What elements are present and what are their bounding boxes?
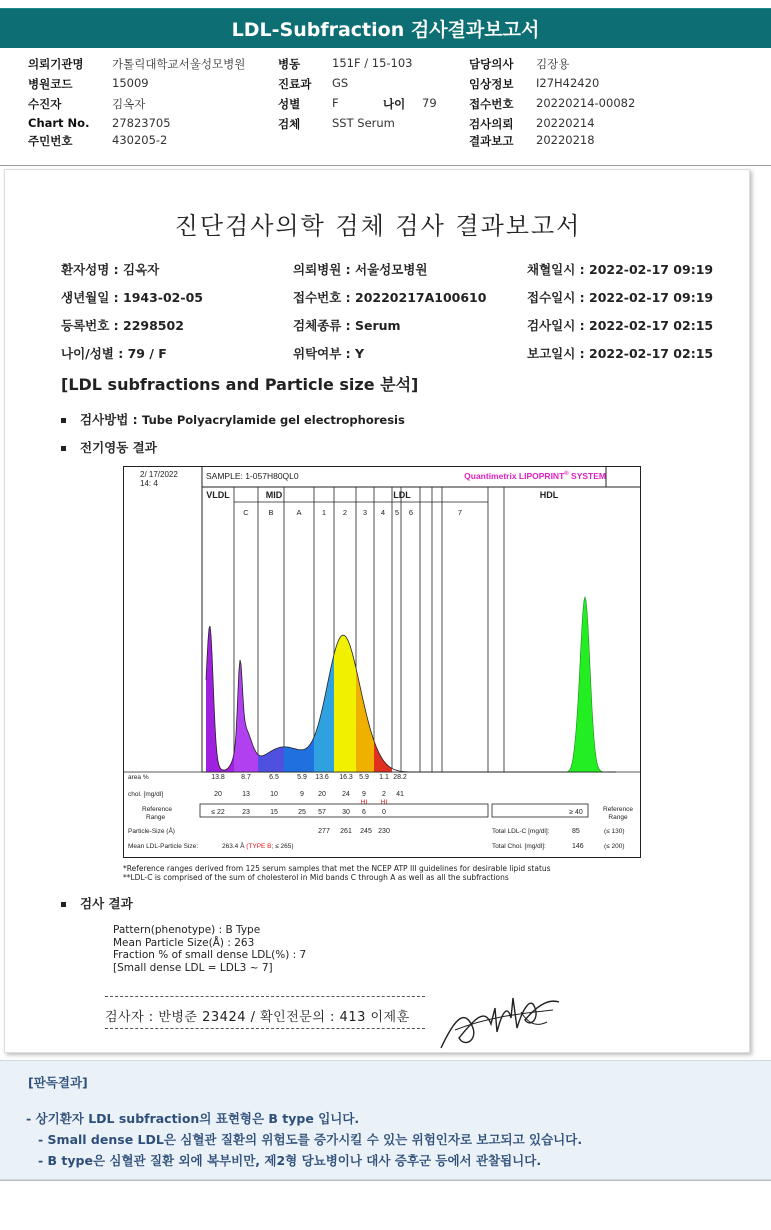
signature-text: 검사자 : 반병준 23424 / 확인전문의 : 413 이제훈: [105, 1010, 410, 1025]
particle-size-value: 277: [318, 828, 330, 835]
judgement-line-3: - B type은 심혈관 질환 외에 복부비만, 제2형 당뇨병이나 대사 증후군 등에서 관찰됩니다.: [38, 1153, 542, 1168]
chol-value: 41: [396, 791, 404, 798]
particle-size-value: 245: [360, 828, 372, 835]
chol-value: 9: [300, 791, 304, 798]
area-pct-value: 13.8: [211, 774, 225, 781]
header-label: 검사의뢰: [469, 117, 514, 131]
paper-title: 진단검사의학 검체 검사 결과보고서: [174, 212, 582, 240]
total-ldl-value: 85: [572, 828, 580, 835]
header-label: 의뢰기관명: [28, 57, 84, 71]
row-label-ref-2: Range: [146, 814, 166, 821]
electro-label: 전기영동 결과: [80, 440, 157, 455]
chol-value: 20: [214, 791, 222, 798]
density-band-area: [314, 654, 334, 772]
header-value: 15009: [112, 76, 149, 90]
header-value: GS: [332, 76, 349, 90]
header-age-value: 79: [422, 96, 437, 110]
chart-svg: [124, 467, 640, 857]
header-label: 주민번호: [28, 134, 73, 148]
header-value: F: [332, 96, 339, 110]
result-pattern: Pattern(phenotype) : B Type: [113, 924, 261, 936]
ref-range-value: 0: [382, 809, 386, 816]
report-paper: [4, 169, 750, 1053]
chol-value: 13: [242, 791, 250, 798]
report-title-bar: [0, 8, 771, 48]
area-pct-value: 5.9: [359, 774, 369, 781]
result-block: [113, 924, 306, 974]
header-value: 가톨릭대학교서울성모병원: [112, 57, 246, 71]
band-label: B: [268, 508, 274, 517]
area-pct-value: 1.1: [379, 774, 389, 781]
ref-range-value: 25: [298, 809, 306, 816]
ref-range-value: 23: [242, 809, 250, 816]
chol-value: 2: [382, 791, 386, 798]
result-row: [61, 894, 133, 912]
method-row: [61, 410, 405, 428]
total-ldl-label: Total LDL-C [mg/dl]:: [492, 828, 550, 835]
header-value: 20220214-00082: [536, 96, 636, 110]
chol-value: 9: [362, 791, 366, 798]
chol-value: 10: [270, 791, 278, 798]
particle-size-value: 261: [340, 828, 352, 835]
info-accession: 접수번호 : 20220217A100610: [293, 290, 487, 305]
info-report-time: 보고일시 : 2022-02-17 02:15: [527, 346, 714, 361]
bullet-icon: [61, 418, 66, 423]
total-chol-value: 146: [572, 843, 584, 850]
area-pct-value: 5.9: [297, 774, 307, 781]
mean-size-text: 263.4 Å (TYPE B; ≤ 265): [222, 843, 294, 850]
section-heading: [LDL subfractions and Particle size 분석]: [61, 375, 419, 394]
area-pct-value: 13.6: [315, 774, 329, 781]
header-value: SST Serum: [332, 116, 395, 130]
band-label: 5: [394, 508, 400, 517]
header-label: 수진자: [28, 97, 62, 111]
density-band-area: [374, 741, 392, 772]
band-label: 4: [380, 508, 386, 517]
header-label: 병원코드: [28, 77, 73, 91]
signature-rule-bottom: [105, 1028, 425, 1029]
header-value: 430205-2: [112, 133, 168, 147]
header-label: 진료과: [278, 77, 312, 91]
band-label: 6: [408, 508, 414, 517]
header-value: 151F / 15-103: [332, 56, 413, 70]
header-label: 결과보고: [469, 134, 514, 148]
header-value: 김장용: [536, 57, 570, 71]
result-note: [Small dense LDL = LDL3 ~ 7]: [113, 961, 273, 974]
chol-value: 20: [318, 791, 326, 798]
row-label-area: area %: [128, 774, 149, 781]
header-label: 접수번호: [469, 97, 514, 111]
row-label-mean: Mean LDL-Particle Size:: [128, 843, 199, 850]
judgement-line-2: - Small dense LDL은 심혈관 질환의 위험도를 증가시킬 수 있는 위험인자로 보고되고 있습니다.: [38, 1132, 583, 1147]
bottom-divider: [0, 1180, 771, 1181]
header-value: 20220214: [536, 116, 595, 130]
info-consign: 위탁여부 : Y: [293, 346, 365, 361]
info-name: 환자성명 : 김옥자: [61, 262, 160, 277]
ref-range-value: ≥ 40: [569, 809, 583, 816]
total-ldl-ref: (≤ 130): [604, 828, 625, 835]
judgement-title: [판독결과]: [28, 1075, 88, 1090]
header-label: 병동: [278, 57, 301, 71]
group-label: HDL: [539, 490, 559, 500]
signature-rule-top: [105, 996, 425, 997]
hi-flag: HI: [380, 799, 388, 806]
header-divider: [0, 165, 771, 166]
signature-image: [435, 988, 565, 1054]
result-label: 검사 결과: [80, 896, 133, 911]
header-label: 임상정보: [469, 77, 514, 91]
density-band-area: [234, 660, 258, 772]
header-value: 27823705: [112, 116, 171, 130]
area-pct-value: 28.2: [393, 774, 407, 781]
header-label: 성별: [278, 97, 301, 111]
total-chol-label: Total Chol. [mg/dl]:: [492, 843, 546, 850]
chart-time: 14: 4: [140, 479, 158, 488]
density-band-area: [356, 668, 374, 772]
footnote-1: *Reference ranges derived from 125 serum samples that met the NCEP ATP III guidelines for desirable lipid status: [123, 864, 551, 873]
info-age-sex: 나이/성별 : 79 / F: [61, 346, 167, 361]
judgement-line-1: - 상기환자 LDL subfraction의 표현형은 B type 입니다.: [26, 1111, 360, 1126]
density-band-area: [284, 737, 314, 772]
method-label: 검사방법 :: [80, 412, 143, 427]
density-band-area: [258, 747, 284, 772]
band-label: 2: [342, 508, 348, 517]
bullet-icon: [61, 902, 66, 907]
chart-date: 2/ 17/2022: [140, 470, 178, 479]
method-value: Tube Polyacrylamide gel electrophoresis: [142, 413, 405, 427]
ref-range-value: ≤ 22: [211, 809, 225, 816]
ref-range-value: 30: [342, 809, 350, 816]
ref-range-value: 57: [318, 809, 326, 816]
density-band-area: [206, 626, 234, 772]
area-pct-value: 16.3: [339, 774, 353, 781]
electrophoresis-chart: [123, 466, 641, 858]
chart-system-label: Quantimetrix LIPOPRINT® SYSTEM: [464, 471, 606, 481]
header-label: Chart No.: [28, 116, 90, 130]
info-hospital: 의뢰병원 : 서울성모병원: [293, 262, 428, 277]
header-label: 담당의사: [469, 57, 514, 71]
band-label: 7: [457, 508, 463, 517]
row-label-size: Particle-Size (Å): [128, 828, 175, 835]
particle-size-value: 230: [378, 828, 390, 835]
header-value: 20220218: [536, 133, 595, 147]
info-test-time: 검사일시 : 2022-02-17 02:15: [527, 318, 714, 333]
ref-right-label-2: Range: [608, 814, 628, 821]
area-pct-value: 8.7: [241, 774, 251, 781]
header-value: 김옥자: [112, 97, 146, 111]
band-label: 1: [321, 508, 327, 517]
chart-sample: SAMPLE: 1-057H80QL0: [206, 471, 299, 481]
report-title: LDL-Subfraction 검사결과보고서: [231, 19, 540, 41]
ref-range-value: 6: [362, 809, 366, 816]
ref-range-value: 15: [270, 809, 278, 816]
header-label: 검체: [278, 117, 301, 131]
hdl-peak: [564, 597, 608, 772]
result-fraction: Fraction % of small dense LDL(%) : 7: [113, 949, 307, 961]
result-mean-size: Mean Particle Size(Å) : 263: [113, 936, 255, 949]
footnote-2: **LDL-C is comprised of the sum of cholesterol in Mid bands C through A as well as all the subfractions: [123, 873, 509, 882]
info-birth: 생년월일 : 1943-02-05: [61, 290, 203, 305]
ref-right-label: Reference: [603, 806, 633, 813]
row-label-ref: Reference: [142, 806, 172, 813]
header-value: I27H42420: [536, 76, 600, 90]
info-receive-time: 접수일시 : 2022-02-17 09:19: [527, 290, 714, 305]
row-label-chol: chol. [mg/dl]: [128, 791, 164, 798]
hi-flag: HI: [360, 799, 368, 806]
info-reg-no: 등록번호 : 2298502: [61, 318, 184, 333]
info-specimen: 검체종류 : Serum: [293, 318, 401, 333]
bullet-icon: [61, 446, 66, 451]
electro-row: [61, 438, 157, 456]
band-label: A: [296, 508, 302, 517]
area-pct-value: 6.5: [269, 774, 279, 781]
info-draw-time: 채혈일시 : 2022-02-17 09:19: [527, 262, 714, 277]
judgement-box: [0, 1060, 771, 1180]
group-label: LDL: [393, 490, 411, 500]
chol-value: 24: [342, 791, 350, 798]
band-label: 3: [362, 508, 368, 517]
group-label: MID: [265, 490, 283, 500]
group-label: VLDL: [206, 490, 230, 500]
total-chol-ref: (≤ 200): [604, 843, 625, 850]
band-label: C: [243, 508, 249, 517]
header-age-label: 나이: [383, 97, 406, 111]
